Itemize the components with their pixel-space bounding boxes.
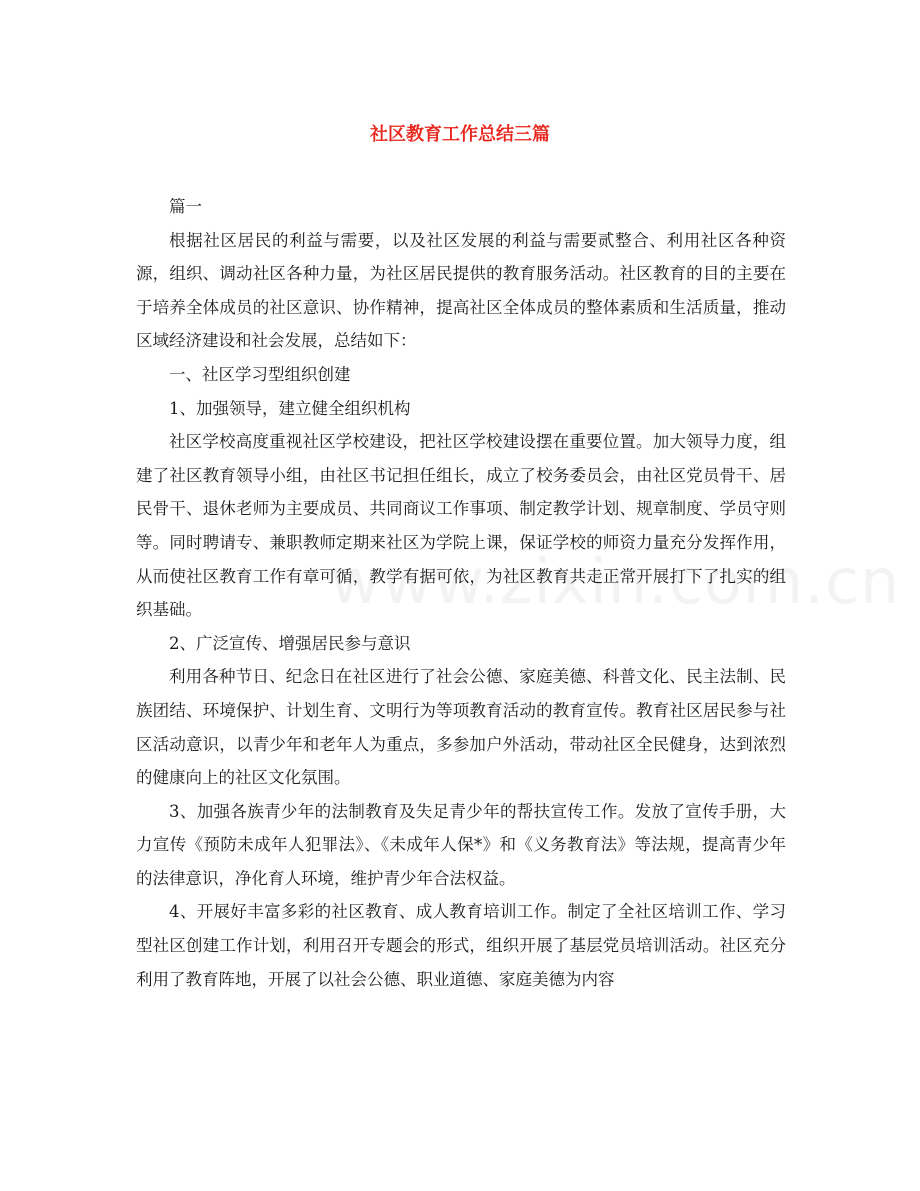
- document-title: 社区教育工作总结三篇: [370, 124, 550, 145]
- subsection-heading: 1、加强领导，建立健全组织机构: [169, 398, 411, 418]
- paragraph: 3、加强各族青少年的法制教育及失足青少年的帮扶宣传工作。发放了宣传手册，大力宣传《预防未成年人犯罪法》、《未成年人保*》和《义务教育法》等法规，提高青少年的法律意识，净化育人环境，维护青少年合法权益。: [136, 801, 786, 888]
- paragraph: 社区学校高度重视社区学校建设，把社区学校建设摆在重要位置。加大领导力度，组建了社区教育领导小组，由社区书记担任组长，成立了校务委员会，由社区党员骨干、居民骨干、退休老师为主要成员、共同商议工作事项、制定教学计划、规章制度、学员守则等。同时聘请专、兼职教师定期来社区为学院上课，保证学校的师资力量充分发挥作用，从而使社区教育工作有章可循，教学有据可依，为社区教育共走正常开展打下了扎实的组织基础。: [136, 432, 786, 620]
- paragraph: 利用各种节日、纪念日在社区进行了社会公德、家庭美德、科普文化、民主法制、民族团结、环境保护、计划生育、文明行为等项教育活动的教育宣传。教育社区居民参与社区活动意识，以青少年和老年人为重点，多参加户外活动，带动社区全民健身，达到浓烈的健康向上的社区文化氛围。: [136, 667, 786, 788]
- section-heading: 一、社区学习型组织创建: [169, 364, 351, 384]
- subsection-heading: 2、广泛宣传、增强居民参与意识: [169, 633, 411, 653]
- section-heading: 篇一: [169, 197, 202, 216]
- paragraph: 4、开展好丰富多彩的社区教育、成人教育培训工作。制定了全社区培训工作、学习型社区创建工作计划，利用召开专题会的形式，组织开展了基层党员培训活动。社区充分利用了教育阵地，开展了以社会公德、职业道德、家庭美德为内容: [136, 902, 786, 989]
- paragraph: 根据社区居民的利益与需要，以及社区发展的利益与需要贰整合、利用社区各种资源，组织、调动社区各种力量，为社区居民提供的教育服务活动。社区教育的目的主要在于培养全体成员的社区意识、协作精神，提高社区全体成员的整体素质和生活质量，推动区域经济建设和社会发展，总结如下：: [136, 230, 786, 351]
- document-body: [136, 190, 786, 996]
